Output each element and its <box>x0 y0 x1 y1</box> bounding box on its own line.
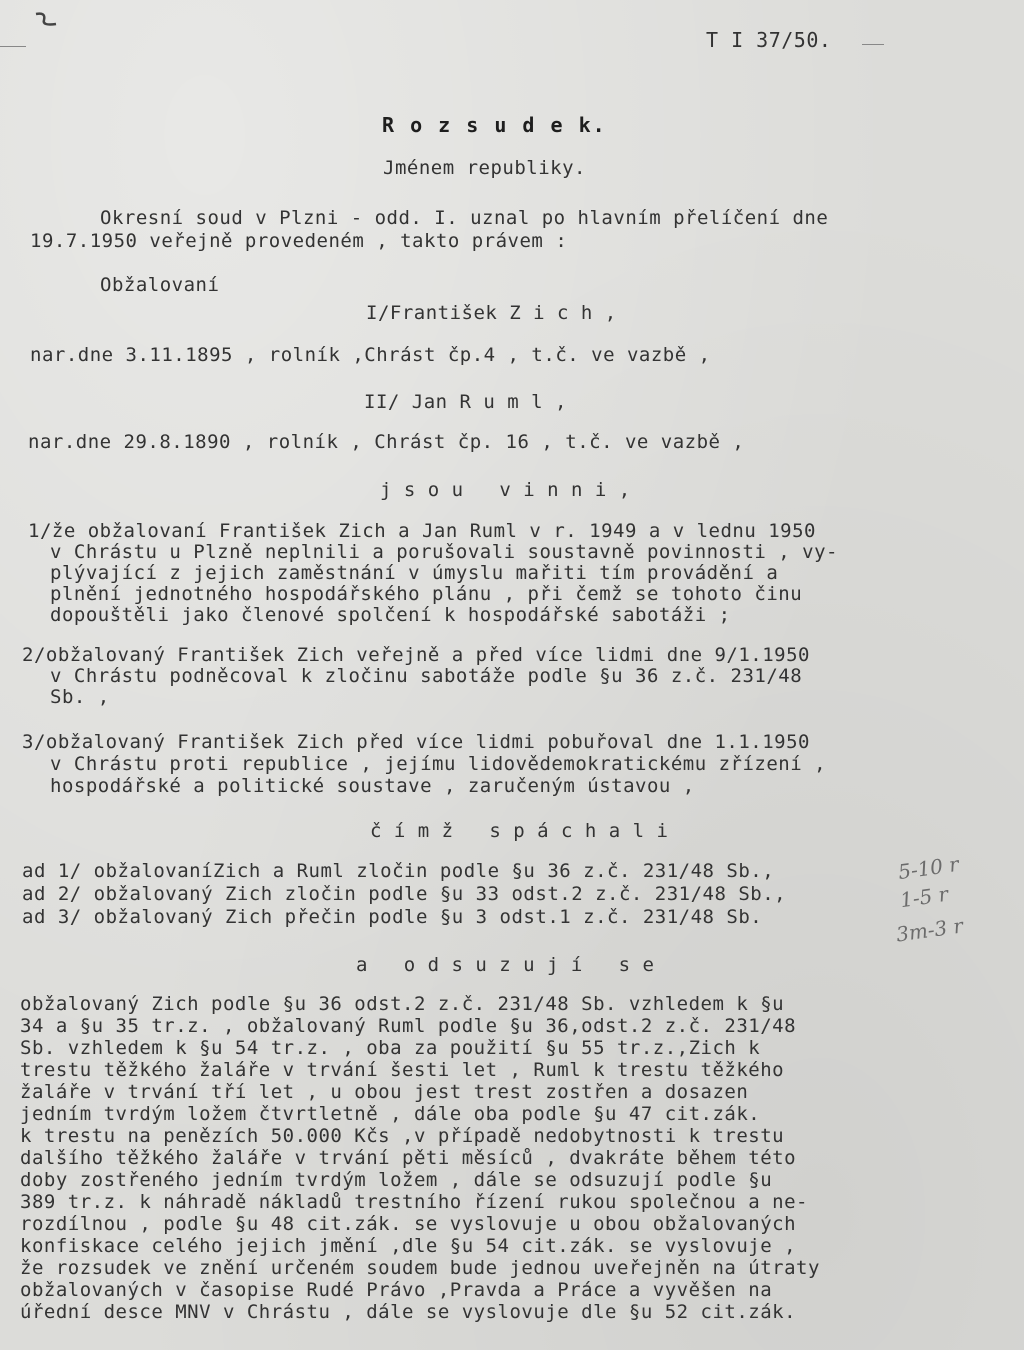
intro-line: Okresní soud v Plzni - odd. I. uznal po hlavním přelíčení dne <box>100 207 829 229</box>
guilty-heading: j s o u v i n n i , <box>380 479 631 501</box>
charge-line: dopouštěli jako členové spolčení k hospodářské sabotáži ; <box>50 604 731 626</box>
sentence-line: obžalovaný Zich podle §u 36 odst.2 z.č. 231/48 Sb. vzhledem k §u <box>20 993 785 1015</box>
handwritten-note: 1-5 r <box>898 881 950 913</box>
sentence-heading: a o d s u z u j í s e <box>356 954 655 976</box>
charge-line: 2/obžalovaný František Zich veřejně a před více lidmi dne 9/1.1950 <box>22 644 810 666</box>
handwritten-note: 5-10 r <box>896 851 961 885</box>
charge-line: v Chrástu proti republice , jejímu lidovědemokratickému zřízení , <box>50 753 827 775</box>
offense-line: ad 3/ obžalovaný Zich přečin podle §u 3 odst.1 z.č. 231/48 Sb. <box>22 906 763 928</box>
charge-line: 1/že obžalovaní František Zich a Jan Ruml v r. 1949 a v lednu 1950 <box>28 520 816 542</box>
charge-line: plývající z jejich zaměstnání v úmyslu mařiti tím provádění a <box>50 562 779 584</box>
sentence-line: žaláře v trvání tří let , u obou jest trest zostřen a dosazen <box>20 1081 749 1103</box>
charge-line: hospodářské a politické soustave , zaručeným ústavou , <box>50 775 695 797</box>
charge-line: v Chrástu podněcoval k zločinu sabotáže podle §u 36 z.č. 231/48 <box>50 665 803 687</box>
sentence-line: že rozsudek ve znění určeném soudem bude jednou uveřejněn na útraty <box>20 1257 820 1279</box>
document-title: R o z s u d e k. <box>382 113 607 137</box>
sentence-line: jedním tvrdým ložem čtvrtletně , dále oba podle §u 47 cit.zák. <box>20 1103 761 1125</box>
sentence-line: rozdílnou , podle §u 48 cit.zák. se vyslovuje u obou obžalovaných <box>20 1213 797 1235</box>
corner-ink-mark <box>32 10 62 30</box>
file-number-dash <box>862 44 884 45</box>
charge-line: v Chrástu u Plzně neplnili a porušovali soustavně povinnosti , vy- <box>50 541 838 563</box>
accused-name: II/ Jan R u m l , <box>364 391 567 413</box>
sentence-line: úřední desce MNV v Chrástu , dále se vyslovuje dle §u 52 cit.zák. <box>20 1301 797 1323</box>
accused-name: I/František Z i c h , <box>366 302 617 324</box>
offense-line: ad 1/ obžalovaníZich a Ruml zločin podle §u 36 z.č. 231/48 Sb., <box>22 860 775 882</box>
sentence-line: 389 tr.z. k náhradě nákladů trestního řízení rukou společnou a ne- <box>20 1191 808 1213</box>
intro-line: 19.7.1950 veřejně provedeném , takto právem : <box>30 230 568 252</box>
edge-mark <box>0 46 26 47</box>
sentence-line: konfiskace celého jejich jmění ,dle §u 54 cit.zák. se vyslovuje , <box>20 1235 797 1257</box>
document-subtitle: Jménem republiky. <box>383 157 586 179</box>
file-number: T I 37/50. <box>706 28 832 52</box>
accused-details: nar.dne 3.11.1895 , rolník ,Chrást čp.4 , t.č. ve vazbě , <box>30 344 711 366</box>
charge-line: plnění jednotného hospodářského plánu , při čemž se tohoto činu <box>50 583 803 605</box>
sentence-line: obžalovaných v časopise Rudé Právo ,Pravda a Práce a vyvěšen na <box>20 1279 773 1301</box>
sentence-line: k trestu na penězích 50.000 Kčs ,v případě nedobytnosti k trestu <box>20 1125 785 1147</box>
charge-line: Sb. , <box>50 686 110 708</box>
offense-line: ad 2/ obžalovaný Zich zločin podle §u 33 odst.2 z.č. 231/48 Sb., <box>22 883 787 905</box>
sentence-line: 34 a §u 35 tr.z. , obžalovaný Ruml podle §u 36,odst.2 z.č. 231/48 <box>20 1015 797 1037</box>
accused-label: Obžalovaní <box>100 274 220 296</box>
committed-heading: č í m ž s p á c h a l i <box>370 820 669 842</box>
sentence-line: dalšího těžkého žaláře v trvání pěti měsíců , dvakráte během této <box>20 1147 797 1169</box>
sentence-line: Sb. vzhledem k §u 54 tr.z. , oba za použití §u 55 tr.z.,Zich k <box>20 1037 761 1059</box>
sentence-line: doby zostřeného jedním tvrdým ložem , dále se odsuzují podle §u <box>20 1169 773 1191</box>
accused-details: nar.dne 29.8.1890 , rolník , Chrást čp. 16 , t.č. ve vazbě , <box>28 431 745 453</box>
sentence-line: trestu těžkého žaláře v trvání šesti let , Ruml k trestu těžkého <box>20 1059 785 1081</box>
handwritten-note: 3m-3 r <box>894 913 965 947</box>
charge-line: 3/obžalovaný František Zich před více lidmi pobuřoval dne 1.1.1950 <box>22 731 810 753</box>
